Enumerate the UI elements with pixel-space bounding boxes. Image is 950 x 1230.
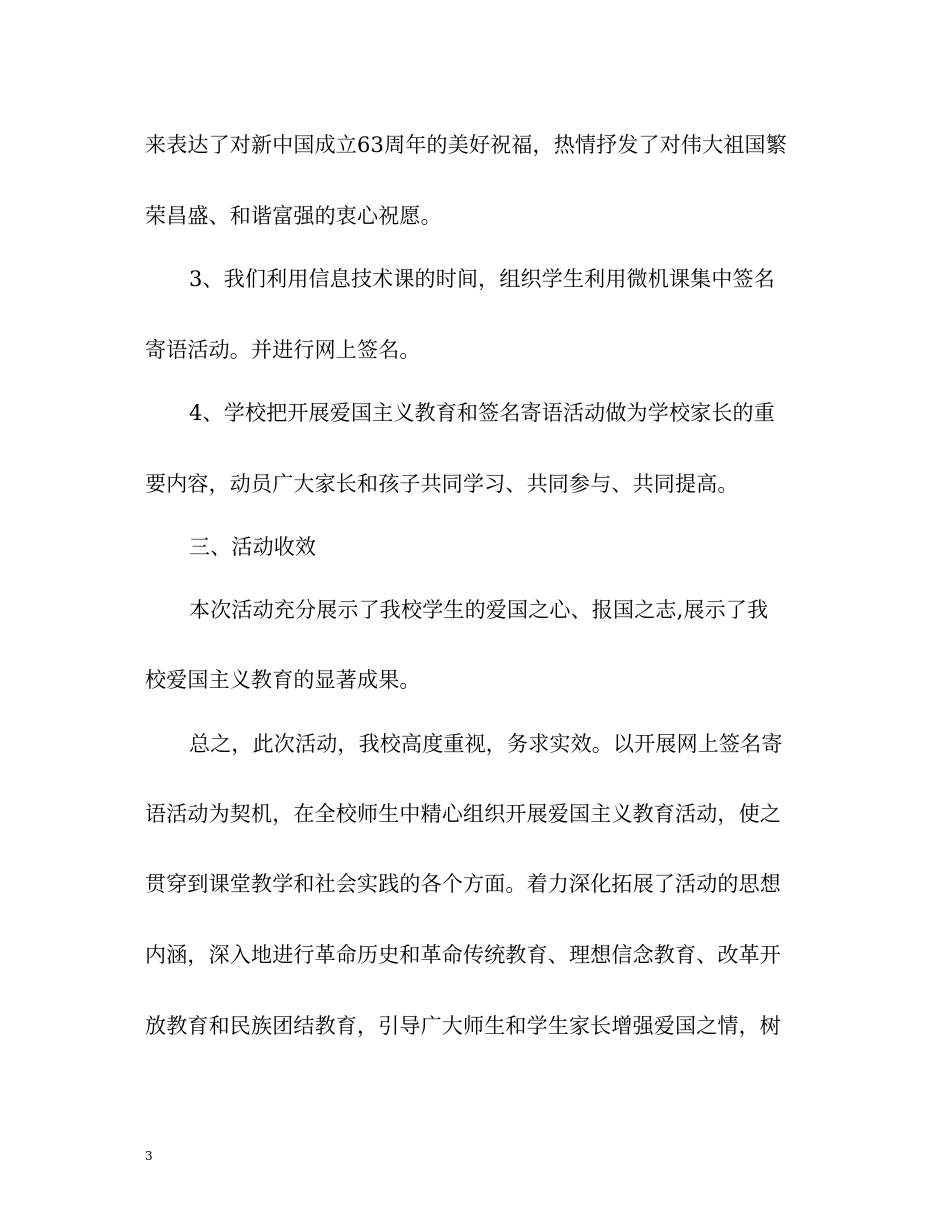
text-line-3: 3、我们利用信息技术课的时间，组织学生利用微机课集中签名: [189, 267, 775, 291]
text-line-11: 语活动为契机，在全校师生中精心组织开展爱国主义教育活动，使之: [145, 802, 781, 826]
text-line-14: 放教育和民族团结教育，引导广大师生和学生家长增强爱国之情，树: [145, 1014, 781, 1038]
text-line-4: 寄语活动。并进行网上签名。: [145, 338, 421, 362]
text-line-6: 要内容，动员广大家长和孩子共同学习、共同参与、共同提高。: [145, 472, 739, 496]
section-heading: 三、活动收效: [189, 535, 317, 559]
text-line-12: 贯穿到课堂教学和社会实践的各个方面。着力深化拓展了活动的思想: [145, 872, 781, 896]
text-line-13: 内涵，深入地进行革命历史和革命传统教育、理想信念教育、改革开: [145, 943, 781, 967]
text-line-10: 总之，此次活动，我校高度重视，务求实效。以开展网上签名寄: [189, 732, 783, 756]
text-line-8: 本次活动充分展示了我校学生的爱国之心、报国之志,展示了我: [189, 598, 769, 622]
text-line-9: 校爱国主义教育的显著成果。: [145, 668, 421, 692]
page-number: 3: [145, 1149, 153, 1163]
text-line-5: 4、学校把开展爱国主义教育和签名寄语活动做为学校家长的重: [189, 401, 775, 425]
text-line-2: 荣昌盛、和谐富强的衷心祝愿。: [145, 204, 442, 228]
text-line-1: 来表达了对新中国成立63周年的美好祝福，热情抒发了对伟大祖国繁: [145, 133, 787, 157]
